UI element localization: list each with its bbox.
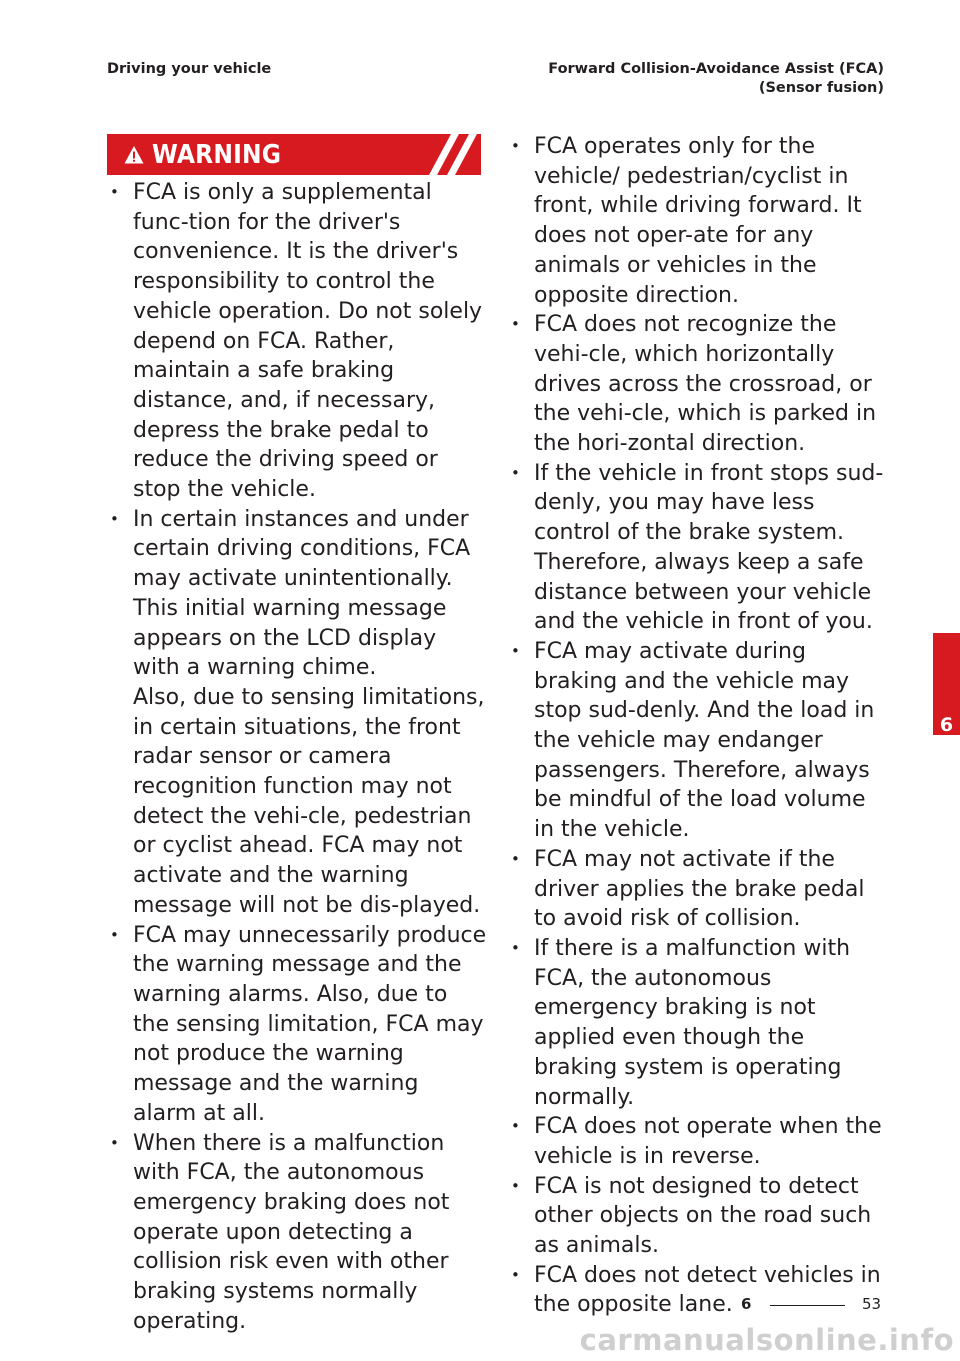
list-item: • FCA operates only for the vehicle/ pedestrian/cyclist in front, while driving forward. It does not oper-ate for any animals or vehicles in the opposite direction. xyxy=(508,132,888,310)
right-bullet-list xyxy=(508,132,888,1320)
list-item-continuation: Also, due to sensing limitations, in certain situations, the front radar sensor or camera recognition function may not detect the vehi-cle, pedestrian or cyclist ahead. FCA may not activate and the warning message will not be dis-played. xyxy=(133,684,485,918)
warning-banner xyxy=(107,134,481,175)
list-item: • In certain instances and under certain driving conditions, FCA may activate unintentionally. This initial warning message appears on the LCD display with a warning chime. Also, due to sensing limitations, in certain situations, the front radar sensor or camera recognition function may not detect the vehi-cle, pedestrian or cyclist ahead. FCA may not activate and the warning message will not be dis-played. xyxy=(107,505,487,921)
warning-title: WARNING xyxy=(152,140,282,170)
watermark: carmanualsonline.info xyxy=(579,1323,954,1357)
chapter-side-tab xyxy=(933,633,960,735)
footer-chapter-number: 6 xyxy=(741,1295,752,1313)
footer-divider xyxy=(770,1305,845,1306)
warning-triangle-icon xyxy=(124,145,144,165)
warning-text-column xyxy=(107,178,487,1336)
warning-stripes-decoration xyxy=(429,134,481,175)
running-header-section: Driving your vehicle xyxy=(107,61,272,77)
running-header-topic xyxy=(548,60,884,98)
list-item: • FCA is not designed to detect other objects on the road such as animals. xyxy=(508,1172,888,1261)
warning-bullet-list xyxy=(107,178,487,1336)
list-item: • When there is a malfunction with FCA, the autonomous emergency braking does not operate upon detecting a collision risk even with other braking systems normally operating. xyxy=(107,1129,487,1337)
footer-page-number: 53 xyxy=(862,1295,882,1313)
running-header-topic-line2: (Sensor fusion) xyxy=(758,80,884,96)
list-item: • FCA is only a supplemental func-tion for the driver's convenience. It is the driver's responsibility to control the vehicle operation. Do not solely depend on FCA. Rather, maintain a safe braking distance, and, if necessary, depress the brake pedal to reduce the driving speed or stop the vehicle. xyxy=(107,178,487,505)
list-item: • FCA may activate during braking and the vehicle may stop sud-denly. And the load in the vehicle may endanger passengers. Therefore, always be mindful of the load volume in the vehicle. xyxy=(508,637,888,845)
list-item: • FCA does not recognize the vehi-cle, which horizontally drives across the crossroad, or the vehi-cle, which is parked in the hori-zontal direction. xyxy=(508,310,888,459)
right-text-column xyxy=(508,132,888,1320)
chapter-side-tab-label: 6 xyxy=(939,714,954,736)
list-item: • FCA may not activate if the driver applies the brake pedal to avoid risk of collision. xyxy=(508,845,888,934)
list-item: • If the vehicle in front stops sud-denly, you may have less control of the brake system. Therefore, always keep a safe distance between your vehicle and the vehicle in front of you. xyxy=(508,459,888,637)
list-item: • If there is a malfunction with FCA, the autonomous emergency braking is not applied even though the braking system is operating normally. xyxy=(508,934,888,1112)
list-item: • FCA does not operate when the vehicle is in reverse. xyxy=(508,1112,888,1171)
list-item: • FCA may unnecessarily produce the warning message and the warning alarms. Also, due to the sensing limitation, FCA may not produce the warning message and the warning alarm at all. xyxy=(107,921,487,1129)
list-item: • FCA does not detect vehicles in the opposite lane. xyxy=(508,1261,888,1320)
running-header-topic-line1: Forward Collision-Avoidance Assist (FCA) xyxy=(548,61,884,77)
